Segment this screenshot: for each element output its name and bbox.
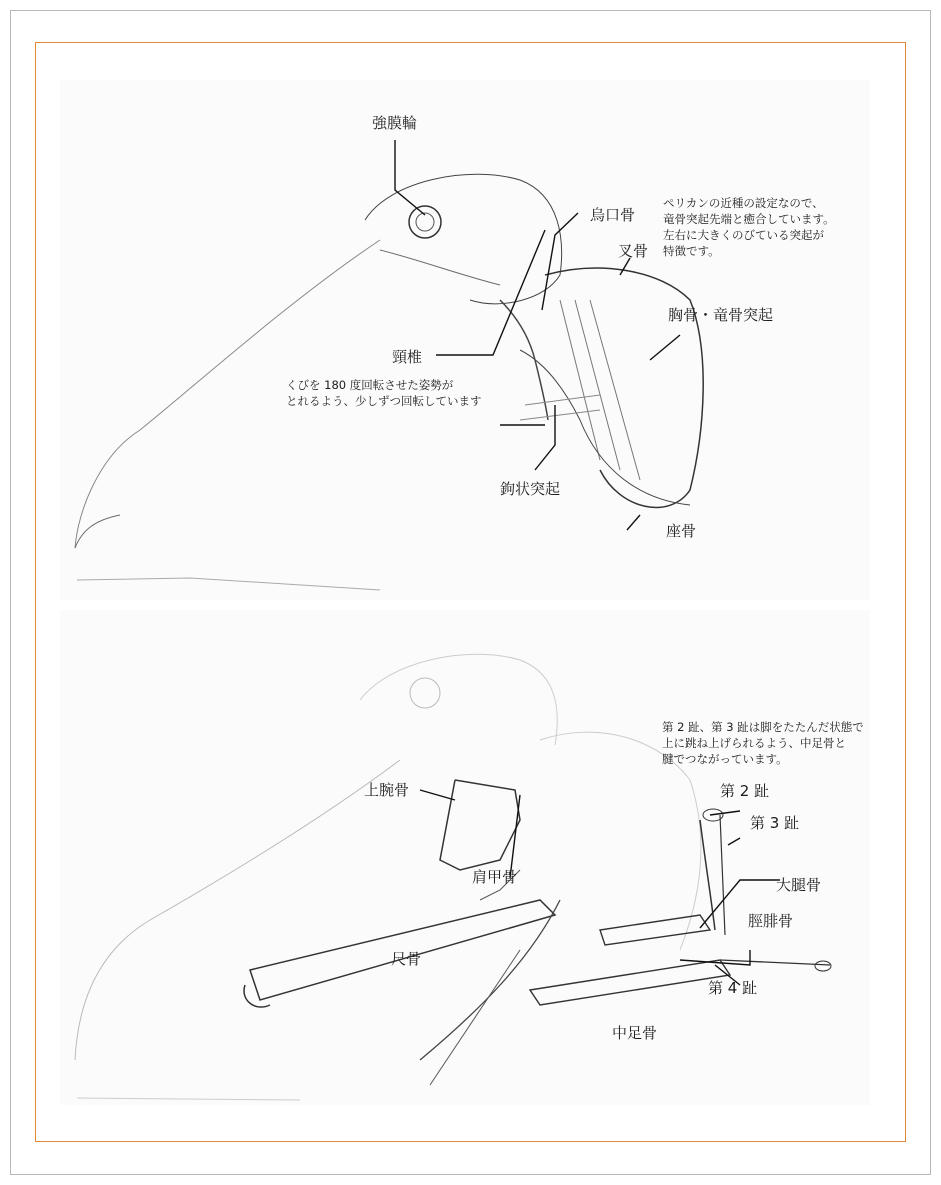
label-humerus: 上腕骨 <box>364 781 410 799</box>
note-pelican-line-1: ペリカンの近種の設定なので、 <box>663 196 824 210</box>
note-neck-line-1: くびを 180 度回転させた姿勢が <box>286 378 454 392</box>
note-pelican-line-3: 左右に大きくのびている突起が <box>663 228 824 242</box>
note-toes <box>662 719 864 767</box>
label-cervical: 頸椎 <box>392 348 423 366</box>
label-scapula: 肩甲骨 <box>472 868 518 886</box>
note-neck-line-2: とれるよう、少しずつ回転しています <box>286 394 482 408</box>
label-femur: 大腿骨 <box>776 876 822 894</box>
label-tarsometatarsus: 中足骨 <box>612 1024 658 1042</box>
label-digit2: 第 2 趾 <box>720 782 770 800</box>
label-furcula: 叉骨 <box>618 242 649 260</box>
note-toes-line-1: 第 2 趾、第 3 趾は脚をたたんだ状態で <box>662 720 864 734</box>
label-digit4: 第 4 趾 <box>708 979 758 997</box>
label-ischium: 座骨 <box>666 522 697 540</box>
note-pelican-line-2: 竜骨突起先端と癒合しています。 <box>663 212 835 226</box>
label-ulna: 尺骨 <box>391 950 422 968</box>
label-scleral-ring: 強膜輪 <box>372 114 418 132</box>
note-pelican <box>663 195 835 259</box>
label-coracoid: 烏口骨 <box>590 206 636 224</box>
label-uncinate: 鉤状突起 <box>500 480 561 498</box>
note-pelican-line-4: 特徴です。 <box>663 244 720 258</box>
note-toes-line-2: 上に跳ね上げられるよう、中足骨と <box>662 736 846 750</box>
label-tibiofibula: 脛腓骨 <box>748 912 794 930</box>
label-sternum-keel: 胸骨・竜骨突起 <box>668 306 774 324</box>
label-digit3: 第 3 趾 <box>750 814 800 832</box>
note-neck <box>286 377 482 409</box>
note-toes-line-3: 腱でつながっています。 <box>662 752 788 766</box>
